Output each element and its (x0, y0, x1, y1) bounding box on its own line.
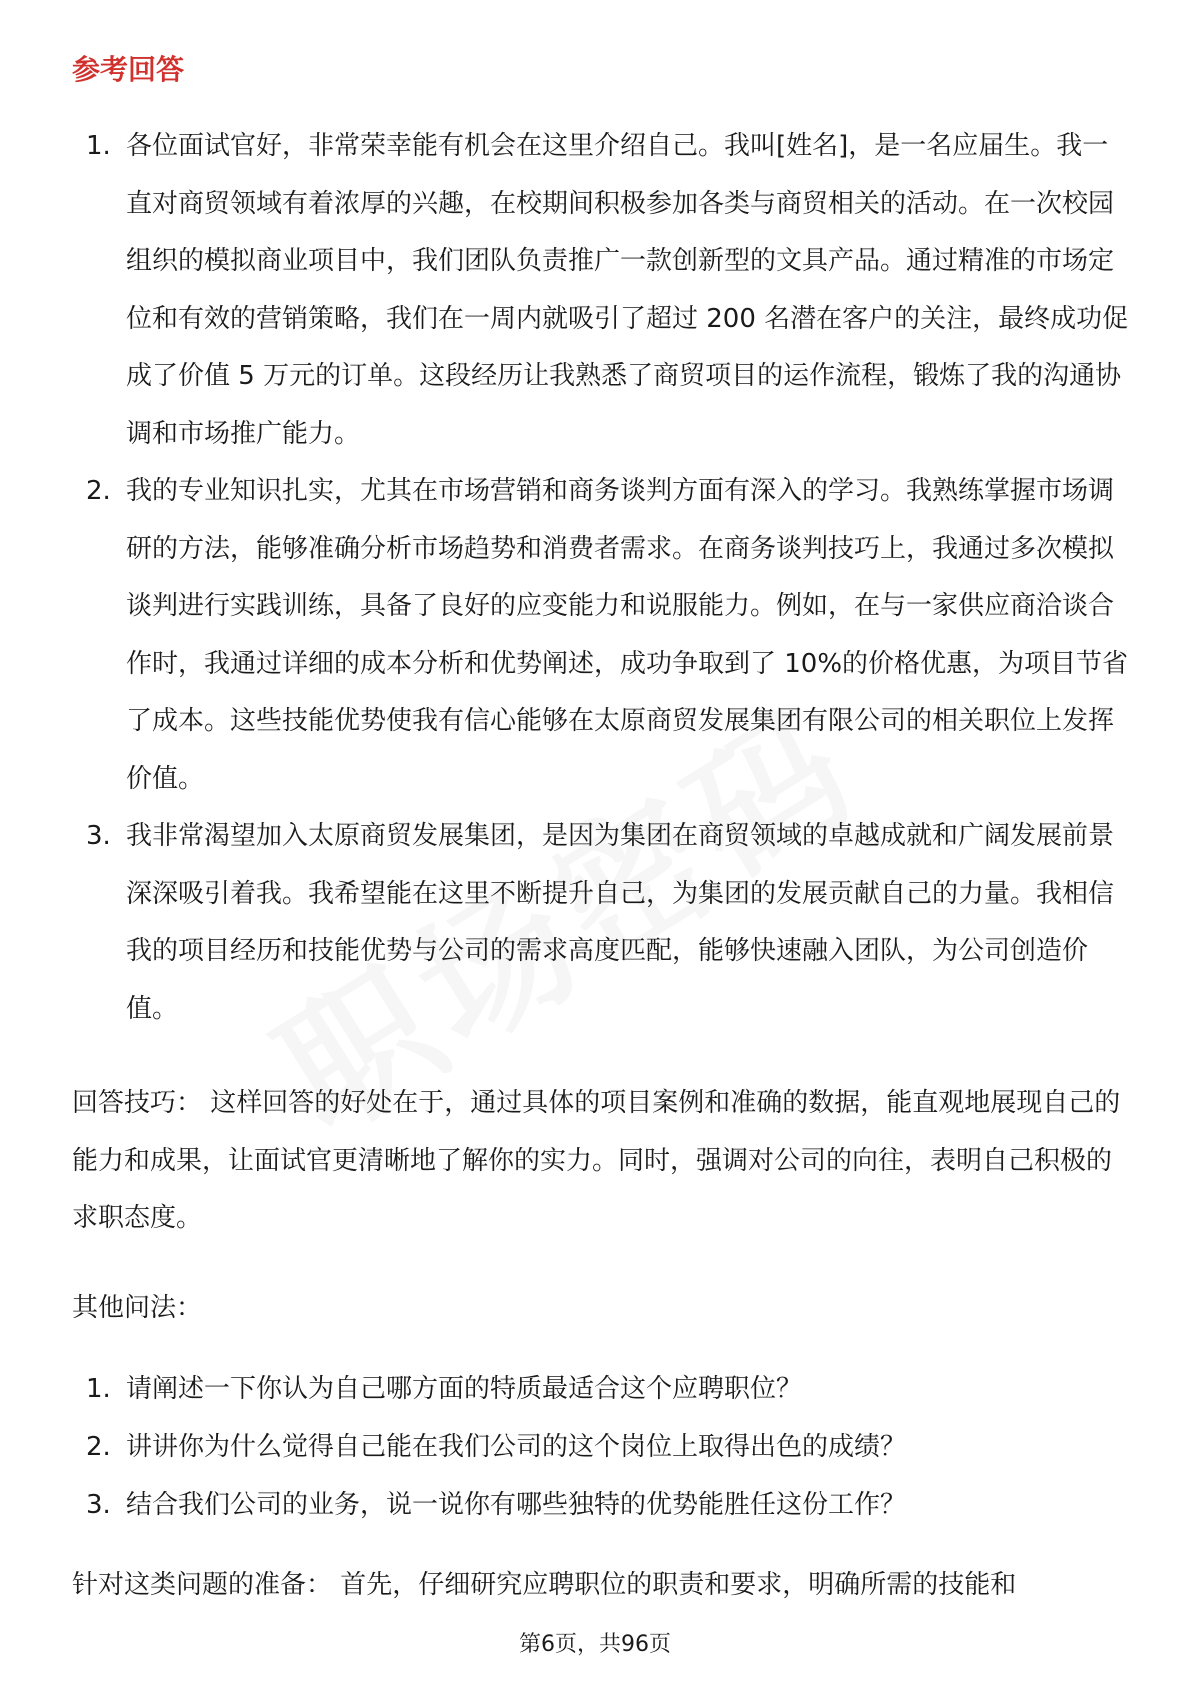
list-item (72, 1476, 1132, 1534)
question-text: 请阐述一下你认为自己哪方面的特质最适合这个应聘职位？ (126, 1374, 803, 1404)
section-heading: 参考回答 (72, 53, 185, 86)
preparation-paragraph: 针对这类问题的准备： 首先，仔细研究应聘职位的职责和要求，明确所需的技能和 (72, 1570, 1017, 1600)
list-number: 2. (86, 476, 111, 506)
list-item (72, 118, 1132, 463)
list-item (72, 1360, 1132, 1418)
list-item (72, 808, 1132, 1038)
other-questions-heading: 其他问法： (72, 1293, 203, 1323)
list-number: 1. (86, 131, 111, 161)
page-number-footer: 第6页，共96页 (519, 1632, 671, 1657)
answer-tips-paragraph: 回答技巧： 这样回答的好处在于，通过具体的项目案例和准确的数据，能直观地展现自己的能力和成果，让面试官更清晰地了解你的实力。同时，强调对公司的向往，表明自己积极的求职态度。 (72, 1088, 1121, 1233)
question-text: 讲讲你为什么觉得自己能在我们公司的这个岗位上取得出色的成绩？ (126, 1432, 907, 1462)
list-number: 3. (86, 821, 111, 851)
answer-list (72, 118, 1132, 1038)
other-questions-list (72, 1360, 1132, 1534)
answer-text: 我非常渴望加入太原商贸发展集团，是因为集团在商贸领域的卓越成就和广阔发展前景深深吸引着我。我希望能在这里不断提升自己，为集团的发展贡献自己的力量。我相信我的项目经历和技能优势与公司的需求高度匹配，能够快速融入团队，为公司创造价值。 (126, 821, 1115, 1024)
list-item (72, 463, 1132, 808)
list-number: 3. (86, 1490, 111, 1520)
list-number: 1. (86, 1374, 111, 1404)
question-text: 结合我们公司的业务，说一说你有哪些独特的优势能胜任这份工作？ (126, 1490, 907, 1520)
answer-text: 我的专业知识扎实，尤其在市场营销和商务谈判方面有深入的学习。我熟练掌握市场调研的方法，能够准确分析市场趋势和消费者需求。在商务谈判技巧上，我通过多次模拟谈判进行实践训练，具备了良好的应变能力和说服能力。例如，在与一家供应商洽谈合作时，我通过详细的成本分析和优势阐述，成功争取到了 10%的价格优惠，为项目节省了成本。这些技能优势使我有信心能够在太原商贸发展集团有限公司的相关职位上发挥价值。 (126, 476, 1129, 794)
answer-text: 各位面试官好，非常荣幸能有机会在这里介绍自己。我叫[姓名]，是一名应届生。我一直对商贸领域有着浓厚的兴趣，在校期间积极参加各类与商贸相关的活动。在一次校园组织的模拟商业项目中，我们团队负责推广一款创新型的文具产品。通过精准的市场定位和有效的营销策略，我们在一周内就吸引了超过 200 名潜在客户的关注，最终成功促成了价值 5 万元的订单。这段经历让我熟悉了商贸项目的运作流程，锻炼了我的沟通协调和市场推广能力。 (126, 131, 1129, 449)
list-item (72, 1418, 1132, 1476)
list-number: 2. (86, 1432, 111, 1462)
